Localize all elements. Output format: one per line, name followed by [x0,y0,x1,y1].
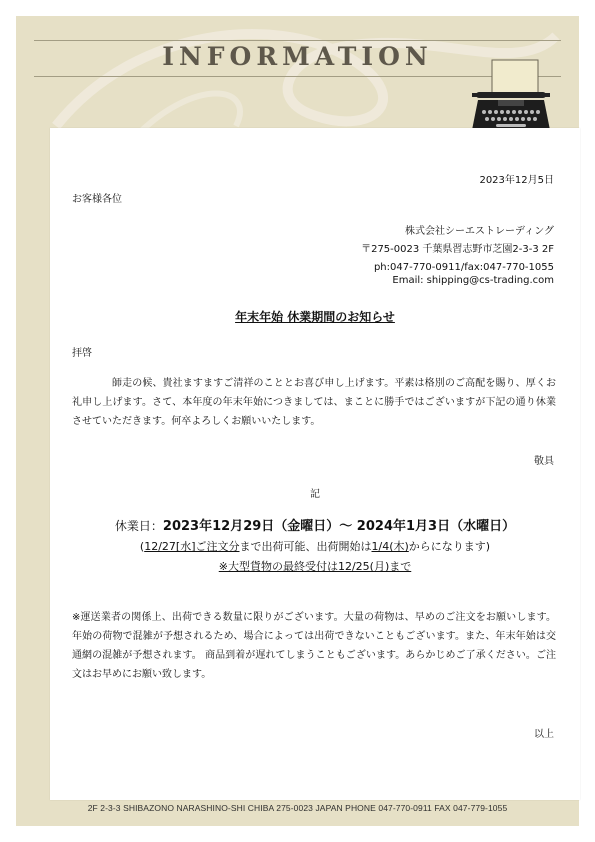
note-shipping-start: 1/4(木) [371,540,409,553]
note-paren: ( [139,540,145,553]
sender-address: 〒275-0023 千葉県習志野市芝園2-3-3 2F [361,244,554,255]
letter-body: 師走の候、貴社ますますご清祥のこととお喜び申し上げます。平素は格別のご高配を賜り、厚くお礼申し上げます。さて、本年度の年末年始につきましては、まことに勝手ではございますが下記の通り休業させていただきます。何卒よろしくお願いいたします。 [72,378,556,427]
footer-address: 2F 2-3-3 SHIBAZONO NARASHINO-SHI CHIBA 275-0023 JAPAN PHONE 047-770-0911 FAX 047-779-1055 [87,803,508,813]
sender-phone-fax: ph:047-770-0911/fax:047-770-1055 [373,262,554,273]
note-tail: からになります) [408,540,491,553]
page-header-title: INFORMATION [162,42,433,71]
sender-company: 株式会社シーエストレーディング [405,226,554,237]
sender-email: Email: shipping@cs-trading.com [392,275,554,286]
holiday-period [50,517,580,536]
shipping-note [50,540,580,554]
large-cargo-note: ※大型貨物の最終受付は12/25(月)まで [218,560,412,573]
letter-greeting: 拝啓 [72,348,92,359]
shipping-notice: ※運送業者の関係上、出荷できる数量に限りがございます。大量の荷物は、早めのご注文をお願いします。年始の荷物で混雑が予想されるため、場合によっては出荷できないこともございます。また、年末年始は交通網の混雑が予想されます。 商品到着が遅れてしまうこともございます。あらかじめご了承ください。ご注文はお早めにお願い致します。 [72,612,556,680]
letter-date: 2023年12月5日 [479,175,554,186]
header-rule-top [34,40,561,41]
note-mid: まで出荷可能、出荷開始は [239,540,372,553]
letter-closing: 敬具 [534,456,554,467]
holiday-period-label: 休業日： [114,519,163,533]
holiday-period-value: 2023年12月29日（金曜日）～ 2024年1月3日（水曜日） [162,519,516,534]
note-order-cutoff: 12/27[水]ご注文分 [144,540,240,553]
letter-recipient: お客様各位 [72,194,122,205]
letter-ki: 記 [310,489,320,500]
letter-end: 以上 [534,729,554,740]
letter-title: 年末年始 休業期間のお知らせ [235,310,395,324]
letter-paper [50,128,580,800]
letterhead-frame [16,16,579,826]
